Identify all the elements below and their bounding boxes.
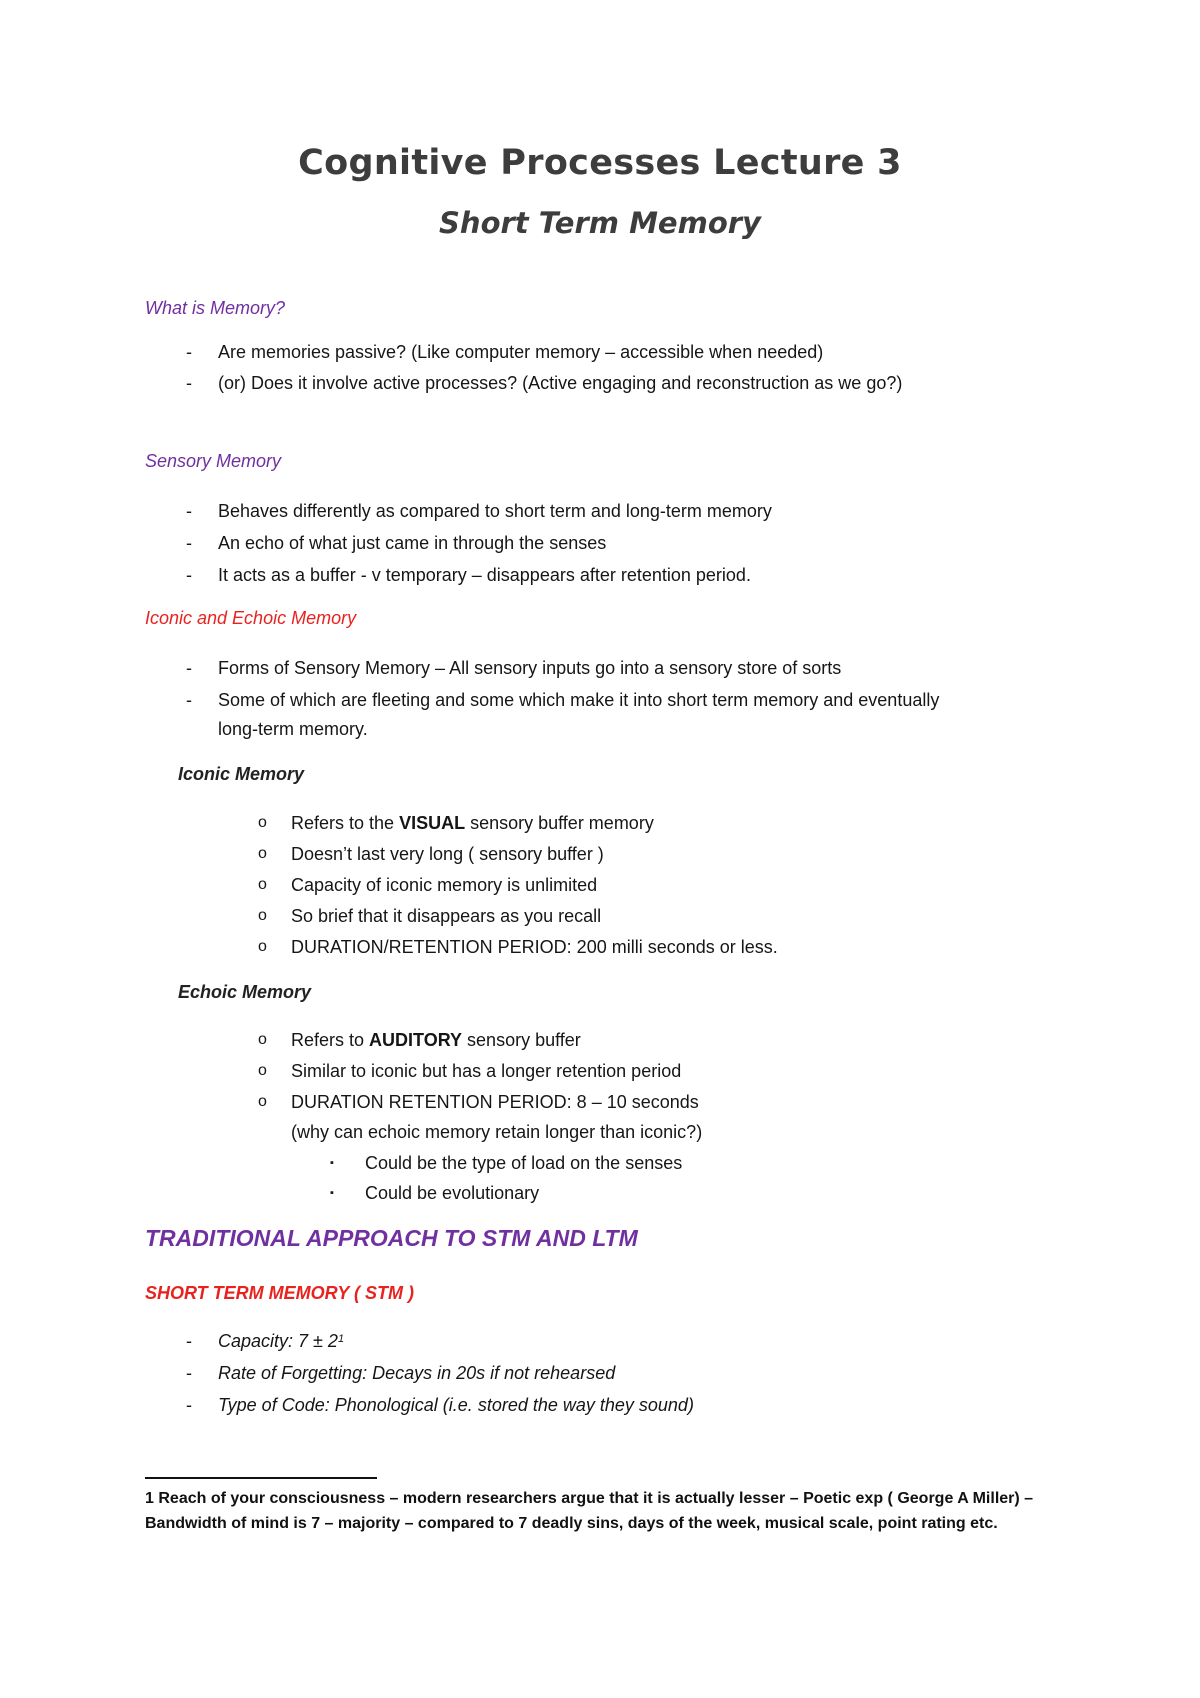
circle-bullet: o [258,1093,267,1110]
dash-bullet: - [186,373,192,393]
circle-bullet: o [258,845,267,862]
circle-bullet: o [258,876,267,893]
list-item: Forms of Sensory Memory – All sensory inputs go into a sensory store of sorts [218,658,842,678]
subsection-heading-iconic-memory: Iconic Memory [178,764,305,784]
list-item: Doesn’t last very long ( sensory buffer ) [291,844,604,864]
section-heading-sensory-memory: Sensory Memory [145,451,282,471]
circle-bullet: o [258,1062,267,1079]
list-item: It acts as a buffer - v temporary – disappears after retention period. [218,565,751,585]
footnote [145,1486,1065,1536]
circle-bullet: o [258,1031,267,1048]
footnote-divider [145,1477,377,1479]
square-bullet: ▪ [330,1187,334,1199]
circle-bullet: o [258,907,267,924]
dash-bullet: - [186,501,192,521]
list-item: Behaves differently as compared to short term and long-term memory [218,501,772,521]
circle-bullet: o [258,814,267,831]
list-item-continuation: (why can echoic memory retain longer than iconic?) [291,1122,703,1142]
list-item: Capacity of iconic memory is unlimited [291,875,598,895]
section-heading-traditional-approach: TRADITIONAL APPROACH TO STM AND LTM [145,1225,638,1251]
page-subtitle: Short Term Memory [439,206,761,240]
list-item: DURATION/RETENTION PERIOD: 200 milli seconds or less. [291,937,778,957]
footnote-number: 1 [145,1490,154,1507]
dash-bullet: - [186,658,192,678]
list-item: (or) Does it involve active processes? (Active engaging and reconstruction as we go?) [218,373,903,393]
dash-bullet: - [186,1395,192,1415]
section-heading-stm: SHORT TERM MEMORY ( STM ) [145,1283,415,1303]
dash-bullet: - [186,342,192,362]
dash-bullet: - [186,533,192,553]
square-bullet: ▪ [330,1157,334,1169]
circle-bullet: o [258,938,267,955]
list-item: Are memories passive? (Like computer memory – accessible when needed) [218,342,824,362]
list-item: Some of which are fleeting and some which make it into short term memory and eventually [218,690,940,710]
list-item: An echo of what just came in through the senses [218,533,607,553]
list-item: Type of Code: Phonological (i.e. stored the way they sound) [218,1395,694,1415]
emphasis-visual: VISUAL [399,813,466,833]
footnote-text: Reach of your consciousness – modern researchers argue that it is actually lesser – Poetic exp ( George A Miller) – Bandwidth of mind is 7 – majority – compared to 7 deadly sins, days of the week, musical scale, point rating etc. [145,1490,1034,1532]
list-item: Rate of Forgetting: Decays in 20s if not rehearsed [218,1363,616,1383]
footnote-ref[interactable]: 1 [337,1333,345,1345]
list-item: Similar to iconic but has a longer retention period [291,1061,682,1081]
section-heading-iconic-echoic: Iconic and Echoic Memory [145,608,357,628]
list-item: DURATION RETENTION PERIOD: 8 – 10 seconds [291,1092,699,1112]
list-item: Could be the type of load on the senses [365,1153,683,1173]
emphasis-auditory: AUDITORY [369,1030,463,1050]
dash-bullet: - [186,565,192,585]
list-item-capacity: Capacity: $7 \pm 2^1$ [218,1331,345,1351]
list-item: Refers to the VISUAL sensory buffer memory [291,813,654,833]
list-item-continuation: long-term memory. [218,719,368,739]
list-item: So brief that it disappears as you recall [291,906,602,926]
list-item: Could be evolutionary [365,1183,540,1203]
section-heading-what-is-memory: What is Memory? [145,298,286,318]
dash-bullet: - [186,690,192,710]
list-item: Refers to AUDITORY sensory buffer [291,1030,581,1050]
dash-bullet: - [186,1363,192,1383]
dash-bullet: - [186,1331,192,1351]
page-title: Cognitive Processes Lecture 3 [298,143,902,183]
subsection-heading-echoic-memory: Echoic Memory [178,982,312,1002]
